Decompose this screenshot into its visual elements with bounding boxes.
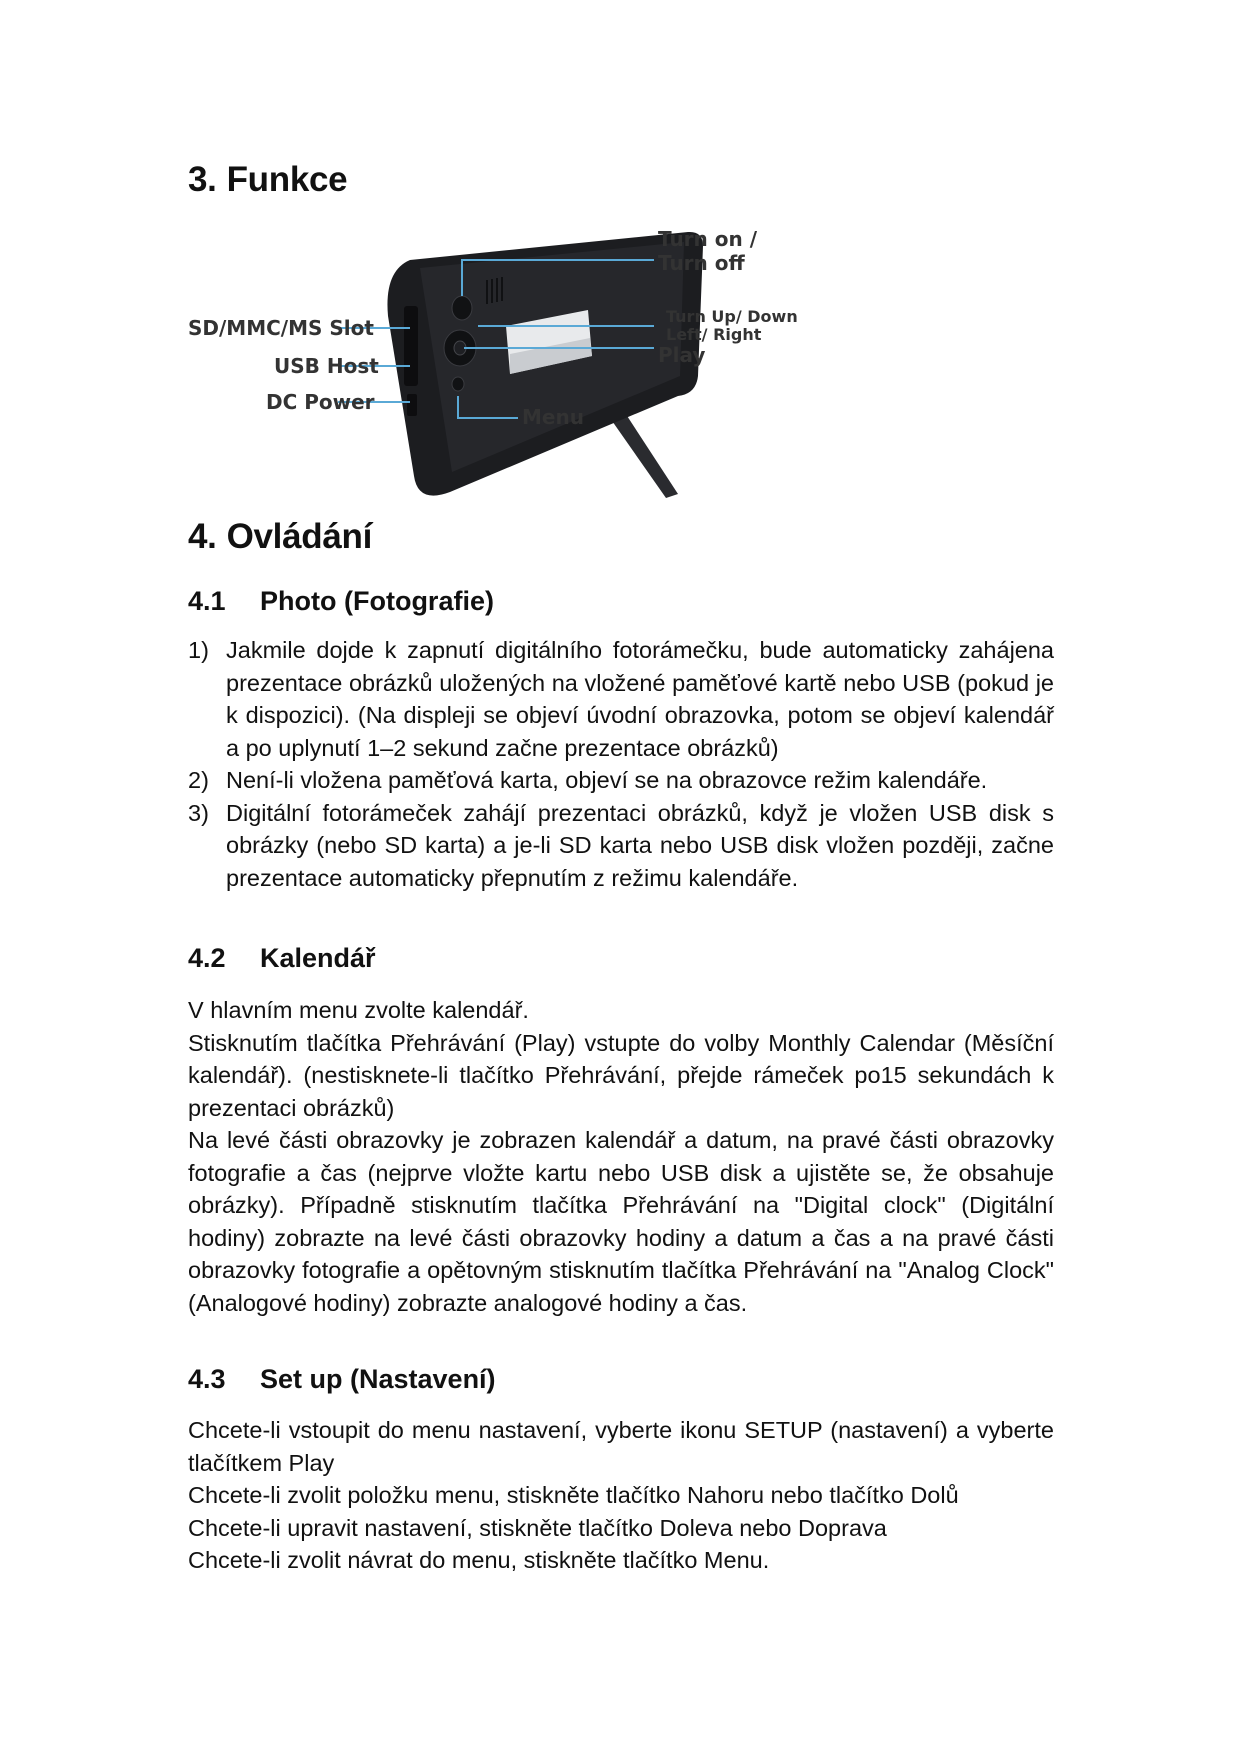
callout-dc-power: DC Power	[266, 390, 375, 414]
subsection-heading-setup: 4.3 Set up (Nastavení)	[188, 1364, 496, 1394]
setup-text	[188, 1414, 1054, 1577]
section-heading-ovladani: 4. Ovládání	[188, 517, 373, 556]
paragraph: Chcete-li upravit nastavení, stiskněte tlačítko Doleva nebo Doprava	[188, 1514, 887, 1541]
list-item: 3) Digitální fotorámeček zahájí prezentaci obrázků, když je vložen USB disk s obrázky (nebo SD karta) a je-li SD karta nebo USB disk vložen později, začne prezentace automaticky přepnutím z režimu kalendáře.	[188, 799, 1054, 891]
menu-button	[452, 377, 464, 391]
list-item: 2) Není-li vložena paměťová karta, objeví se na obrazovce režim kalendáře.	[188, 767, 988, 793]
list-item: 1) Jakmile dojde k zapnutí digitálního fotorámečku, bude automaticky zahájena prezentace obrázků uložených na vložené paměťové kartě nebo USB (pokud je k dispozici). (Na displeji se objeví úvodní obrazovka, potom se objeví kalendář a po uplynutí 1–2 sekund začne prezentace obrázků)	[188, 637, 1054, 761]
callout-turn-up-down: Turn Up/ Down	[666, 307, 798, 326]
paragraph: V hlavním menu zvolte kalendář.	[188, 997, 529, 1023]
paragraph: Chcete-li vstoupit do menu nastavení, vyberte ikonu SETUP (nastavení) a vyberte tlačítkem Play	[188, 1417, 1054, 1476]
callout-turn-on: Turn on /	[658, 227, 757, 251]
side-slot-panel	[404, 306, 418, 386]
callout-play: Play	[658, 343, 706, 367]
callout-menu: Menu	[522, 405, 584, 429]
photo-frame-diagram	[188, 226, 888, 508]
calendar-text	[188, 994, 1054, 1319]
power-button	[452, 296, 472, 320]
callout-left-right: Left/ Right	[666, 325, 762, 344]
paragraph: Chcete-li zvolit návrat do menu, stiskněte tlačítko Menu.	[188, 1547, 770, 1573]
paragraph: Stisknutím tlačítka Přehrávání (Play) vstupte do volby Monthly Calendar (Měsíční kalendář). (nestisknete-li tlačítko Přehrávání, přejde rámeček po15 sekundách k prezentaci obrázků)	[188, 1029, 1054, 1121]
paragraph: Na levé části obrazovky je zobrazen kalendář a datum, na pravé části obrazovky fotografie a čas (nejprve vložte kartu nebo USB disk a ujistěte se, že obsahuje obrázky). Případně stisknutím tlačítka Přehrávání na "Digital clock" (Digitální hodiny) zobrazte na levé části obrazovky hodiny a datum a čas a na pravé části obrazovky fotografie a opětovným stisknutím tlačítka Přehrávání na "Analog Clock" (Analogové hodiny) zobrazte analogové hodiny a čas.	[188, 1127, 1054, 1316]
callout-sd-slot: SD/MMC/MS Slot	[188, 316, 374, 340]
callout-turn-off: Turn off	[658, 251, 745, 275]
callout-usb-host: USB Host	[274, 354, 379, 378]
section-heading-funkce: 3. Funkce	[188, 160, 348, 199]
subsection-heading-photo: 4.1 Photo (Fotografie)	[188, 586, 494, 616]
subsection-heading-kalendar: 4.2 Kalendář	[188, 943, 376, 973]
paragraph: Chcete-li zvolit položku menu, stiskněte tlačítko Nahoru nebo tlačítko Dolů	[188, 1482, 959, 1508]
photo-steps	[188, 634, 1054, 894]
